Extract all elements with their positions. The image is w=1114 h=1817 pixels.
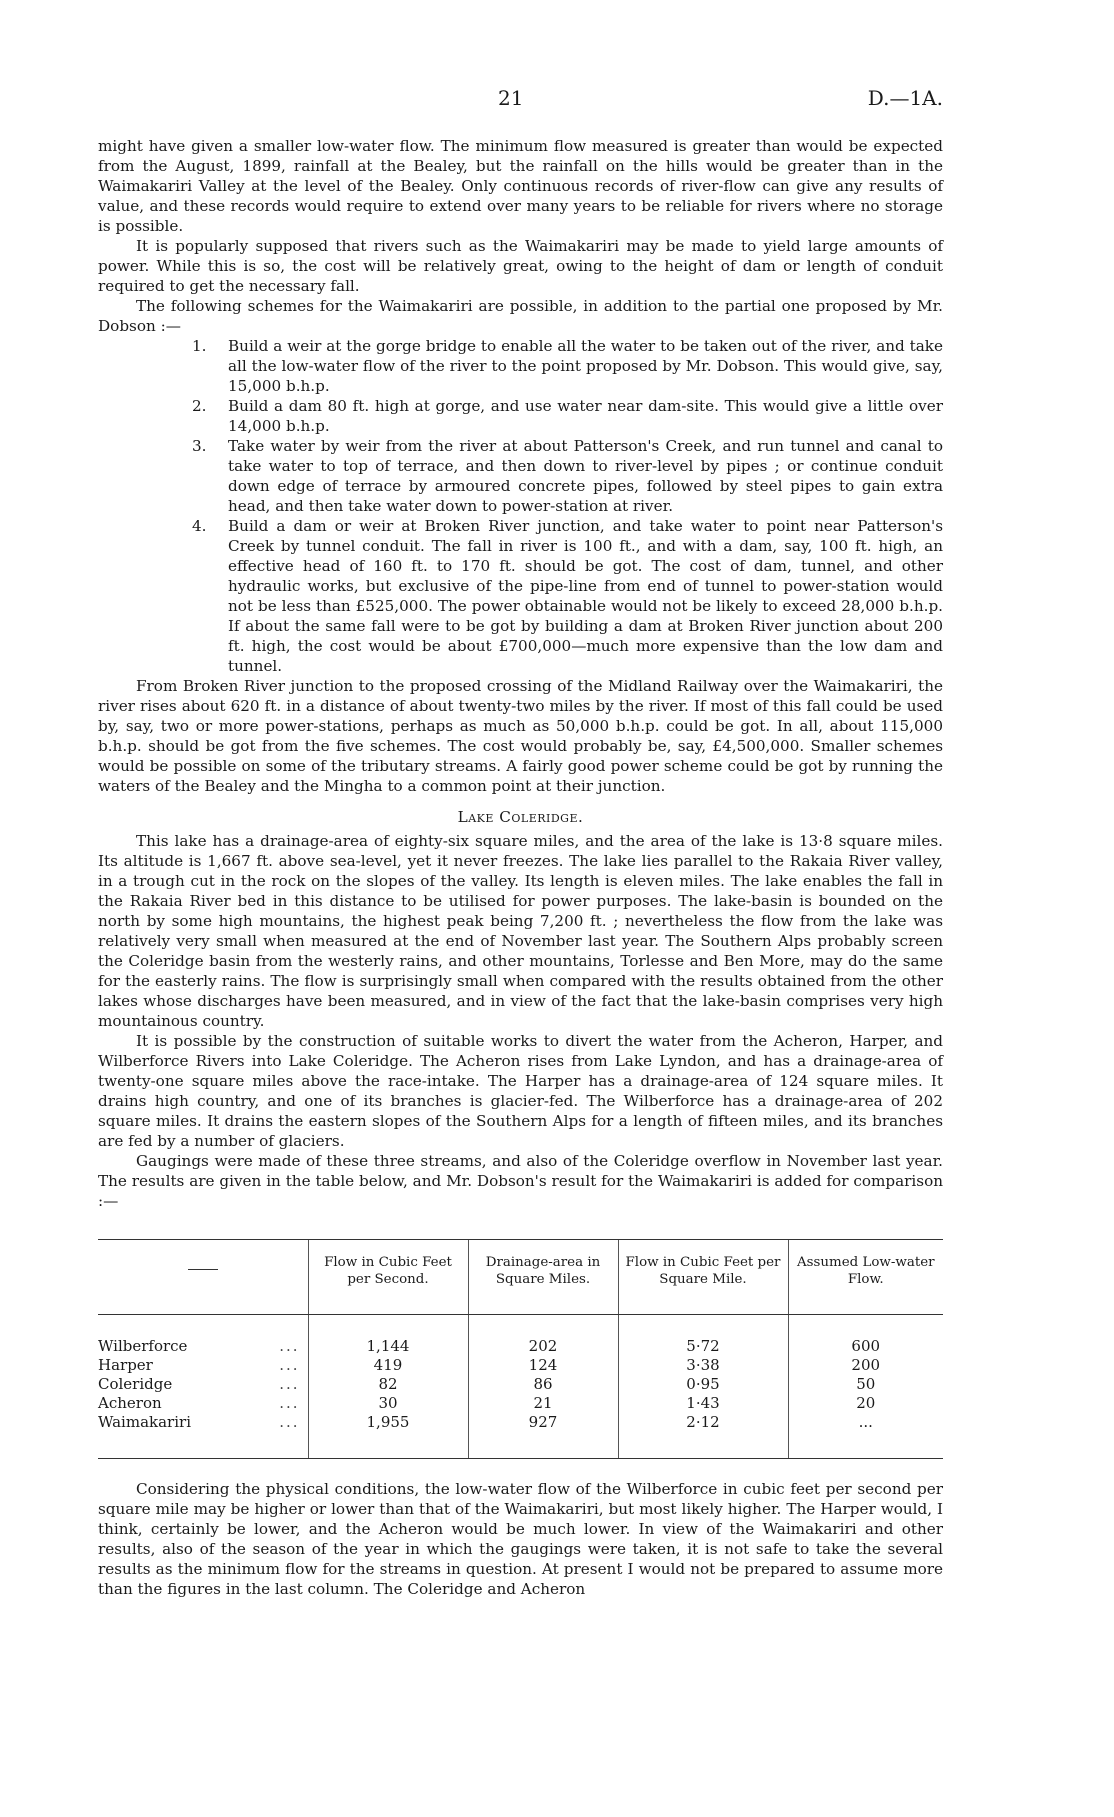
paragraph-power: It is popularly supposed that rivers such as the Waimakariri may be made to yield large amounts of power. While this is so, the cost will be relatively great, owing to the height of dam or length of conduit required to get the necessary fall. [98, 237, 943, 295]
scheme-text: Build a dam or weir at Broken River junction, and take water to point near Patterson's Creek by tunnel conduit. The fall in river is 100 ft., and with a dam, say, 100 ft. high, an effective head of 160 ft. to 170 ft. should be got. The cost of dam, tunnel, and other hydraulic works, but exclusive of the pipe-line from end of tunnel to power-station would not be less than £525,000. The power obtainable would not be likely to exceed 28,000 b.h.p. If about the same fall were to be got by building a dam at Broken River junction about 200 ft. high, the cost would be about £700,000—much more expensive than the low dam and tunnel. [228, 517, 943, 675]
flow-table [98, 1239, 943, 1459]
header-assumed-flow: Assumed Low-water Flow. [788, 1240, 943, 1315]
table-row [98, 1413, 943, 1459]
per-mile-value: 0·95 [618, 1375, 788, 1394]
header-stream [98, 1240, 308, 1315]
leader-dots: ... [279, 1337, 300, 1355]
page-header [98, 86, 943, 112]
leader-dots: ... [279, 1413, 300, 1431]
section-heading-lake-coleridge: Lake Coleridge. [457, 808, 584, 826]
per-mile-value: 5·72 [618, 1315, 788, 1357]
scheme-number: 4. [192, 517, 207, 535]
area-value: 927 [468, 1413, 618, 1459]
area-value: 124 [468, 1356, 618, 1375]
stream-name: Harper [98, 1356, 153, 1374]
area-value: 21 [468, 1394, 618, 1413]
assumed-value: 600 [788, 1315, 943, 1357]
header-drainage-area: Drainage-area in Square Miles. [468, 1240, 618, 1315]
stream-name: Acheron [98, 1394, 162, 1412]
flow-value: 82 [308, 1375, 468, 1394]
table-row [98, 1375, 943, 1394]
scheme-number: 2. [192, 397, 207, 415]
list-item [98, 396, 943, 436]
page-number: 21 [498, 86, 524, 110]
stream-name: Wilberforce [98, 1337, 188, 1355]
paragraph-schemes-intro: The following schemes for the Waimakariri are possible, in addition to the partial one proposed by Mr. Dobson :— [98, 297, 943, 335]
header-flow-per-mile: Flow in Cubic Feet per Square Mile. [618, 1240, 788, 1315]
assumed-value: ... [788, 1413, 943, 1459]
paragraph-gaugings: Gaugings were made of these three streams, and also of the Coleridge overflow in November last year. The results are given in the table below, and Mr. Dobson's result for the Waimakariri is added for comparison :— [98, 1152, 943, 1210]
per-mile-value: 1·43 [618, 1394, 788, 1413]
table-header-row [98, 1240, 943, 1315]
list-item [98, 516, 943, 676]
scheme-number: 3. [192, 437, 207, 455]
stream-name: Waimakariri [98, 1413, 191, 1431]
paragraph-considerations: Considering the physical conditions, the low-water flow of the Wilberforce in cubic feet per second per square mile may be higher or lower than that of the Waimakariri, but most likely higher. The Harper would, I think, certainly be lower, and the Acheron would be much lower. In view of the Waimakariri and other results, also of the season of the year in which the gaugings were taken, it is not safe to take the several results as the minimum flow for the streams in question. At present I would not be prepared to assume more than the figures in the last column. The Coleridge and Acheron [98, 1480, 943, 1598]
leader-dots: ... [279, 1356, 300, 1374]
header-flow: Flow in Cubic Feet per Second. [308, 1240, 468, 1315]
scheme-text: Take water by weir from the river at about Patterson's Creek, and run tunnel and canal to take water to top of terrace, and then down to river-level by pipes ; or continue conduit down edge of terrace by armoured concrete pipes, followed by steel pipes to gain extra head, and then take water down to power-station at river. [228, 437, 943, 515]
area-value: 86 [468, 1375, 618, 1394]
scheme-text: Build a weir at the gorge bridge to enable all the water to be taken out of the river, and take all the low-water flow of the river to the point proposed by Mr. Dobson. This would give, say, 15,000 b.h.p. [228, 337, 943, 395]
leader-dots: ... [279, 1394, 300, 1412]
assumed-value: 50 [788, 1375, 943, 1394]
scheme-number: 1. [192, 337, 207, 355]
paragraph-low-water: might have given a smaller low-water flow. The minimum flow measured is greater than would be expected from the August, 1899, rainfall at the Bealey, but the rainfall on the hills would be greater than in the Waimakariri Valley at the level of the Bealey. Only continuous records of river-flow can give any results of value, and these records would require to extend over many years to be reliable for rivers where no storage is possible. [98, 137, 943, 235]
paragraph-broken-river: From Broken River junction to the proposed crossing of the Midland Railway over the Waimakariri, the river rises about 620 ft. in a distance of about twenty-two miles by the river. If most of this fall could be used by, say, two or more power-stations, perhaps as much as 50,000 b.h.p. could be got. In all, about 115,000 b.h.p. should be got from the five schemes. The cost would probably be, say, £4,500,000. Smaller schemes would be possible on some of the tributary streams. A fairly good power scheme could be got by running the waters of the Bealey and the Mingha to a common point at their junction. [98, 677, 943, 795]
flow-value: 1,144 [308, 1315, 468, 1357]
list-item [98, 336, 943, 396]
table-row [98, 1394, 943, 1413]
per-mile-value: 2·12 [618, 1413, 788, 1459]
table-row [98, 1356, 943, 1375]
flow-value: 30 [308, 1394, 468, 1413]
leader-dots: ... [279, 1375, 300, 1393]
stream-name: Coleridge [98, 1375, 173, 1393]
header-dash [188, 1269, 218, 1270]
per-mile-value: 3·38 [618, 1356, 788, 1375]
flow-table-container [98, 1239, 943, 1459]
paragraph-lake-description: This lake has a drainage-area of eighty-six square miles, and the area of the lake is 13·8 square miles. Its altitude is 1,667 ft. above sea-level, yet it never freezes. The lake lies parallel to the Rakaia River valley, in a trough cut in the rock on the slopes of the valley. Its length is eleven miles. The lake enables the fall in the Rakaia River bed in this distance to be utilised for power purposes. The lake-basin is bounded on the north by some high mountains, the highest peak being 7,200 ft. ; nevertheless the flow from the lake was relatively very small when measured at the end of November last year. The Southern Alps probably screen the Coleridge basin from the westerly rains, and other mountains, Torlesse and Ben More, may do the same for the easterly rains. The flow is surprisingly small when compared with the results obtained from the other lakes whose discharges have been measured, and in view of the fact that the lake-basin comprises very high mountainous country. [98, 832, 943, 1030]
document-body [98, 136, 943, 1599]
assumed-value: 20 [788, 1394, 943, 1413]
paragraph-diversion: It is possible by the construction of suitable works to divert the water from the Acheron, Harper, and Wilberforce Rivers into Lake Coleridge. The Acheron rises from Lake Lyndon, and has a drainage-area of twenty-one square miles above the race-intake. The Harper has a drainage-area of 124 square miles. It drains high country, and one of its branches is glacier-fed. The Wilberforce has a drainage-area of 202 square miles. It drains the eastern slopes of the Southern Alps for a length of fifteen miles, and its branches are fed by a number of glaciers. [98, 1032, 943, 1150]
document-reference: D.—1A. [867, 86, 943, 110]
scheme-text: Build a dam 80 ft. high at gorge, and use water near dam-site. This would give a little over 14,000 b.h.p. [228, 397, 943, 435]
assumed-value: 200 [788, 1356, 943, 1375]
table-row [98, 1315, 943, 1357]
area-value: 202 [468, 1315, 618, 1357]
flow-value: 419 [308, 1356, 468, 1375]
list-item [98, 436, 943, 516]
schemes-list [98, 336, 943, 676]
flow-value: 1,955 [308, 1413, 468, 1459]
